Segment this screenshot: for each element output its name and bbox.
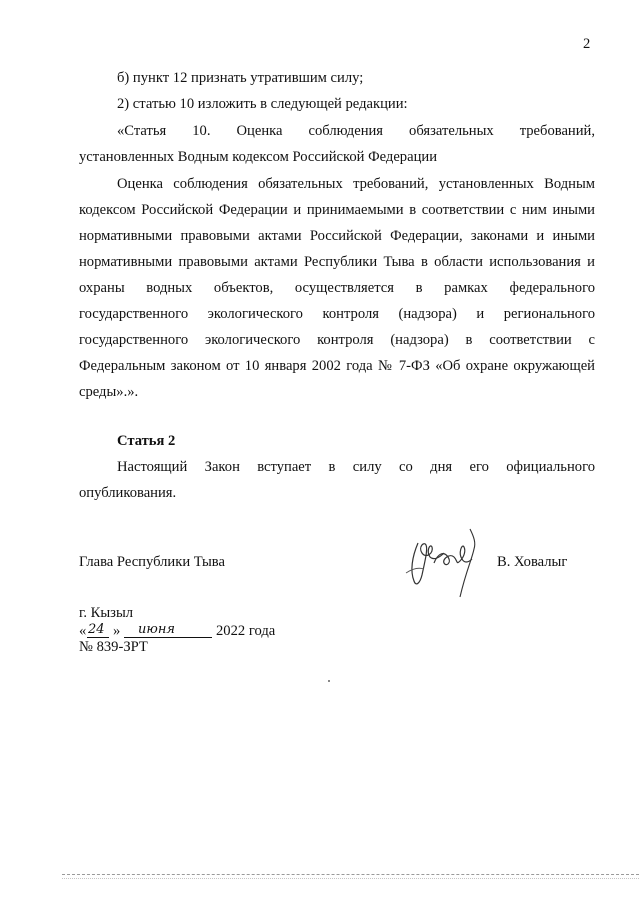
paragraph-line: кодексом Российской Федерации и принимаемыми в соответствии с ним иными bbox=[79, 202, 595, 218]
signatory-name: В. Ховалыг bbox=[497, 554, 568, 570]
city: г. Кызыл bbox=[79, 605, 134, 621]
paragraph-line: нормативными правовыми актами Республики Тыва в области использования и bbox=[79, 254, 595, 270]
scan-edge-line bbox=[62, 878, 639, 879]
scan-edge-line bbox=[62, 874, 639, 875]
date-open-quote: « bbox=[79, 623, 87, 639]
item-b: б) пункт 12 признать утратившим силу; bbox=[117, 70, 364, 86]
paragraph-line: Оценка соблюдения обязательных требований, установленных Водным bbox=[117, 176, 595, 192]
scan-speck bbox=[328, 680, 330, 682]
article2-heading: Статья 2 bbox=[117, 433, 176, 449]
date-close-quote: » bbox=[113, 623, 121, 639]
article10-heading-line1: «Статья 10. Оценка соблюдения обязательных требований, bbox=[117, 123, 595, 139]
paragraph-line: государственного экологического контроля (надзора) и регионального bbox=[79, 306, 595, 322]
law-number: № 839-ЗРТ bbox=[79, 639, 148, 655]
paragraph-line: Федеральным законом от 10 января 2002 года № 7-ФЗ «Об охране окружающей bbox=[79, 358, 595, 374]
article2-line1: Настоящий Закон вступает в силу со дня его официального bbox=[117, 459, 595, 475]
date-month: июня bbox=[138, 622, 175, 637]
paragraph-line: государственного экологического контроля (надзора) в соответствии с bbox=[79, 332, 595, 348]
paragraph-line-last: среды».». bbox=[79, 384, 139, 400]
article2-line2: опубликования. bbox=[79, 485, 177, 501]
date-day: 24 bbox=[88, 622, 105, 637]
paragraph-line: нормативными правовыми актами Российской Федерации, законами и иными bbox=[79, 228, 595, 244]
signatory-title: Глава Республики Тыва bbox=[79, 554, 225, 570]
page-number: 2 bbox=[583, 36, 591, 52]
date-year: 2022 года bbox=[216, 623, 276, 639]
paragraph-line: охраны водных объектов, осуществляется в рамках федерального bbox=[79, 280, 595, 296]
handwritten-signature bbox=[404, 523, 486, 599]
item-2: 2) статью 10 изложить в следующей редакции: bbox=[117, 96, 408, 112]
article10-heading-line2: установленных Водным кодексом Российской Федерации bbox=[79, 149, 438, 165]
